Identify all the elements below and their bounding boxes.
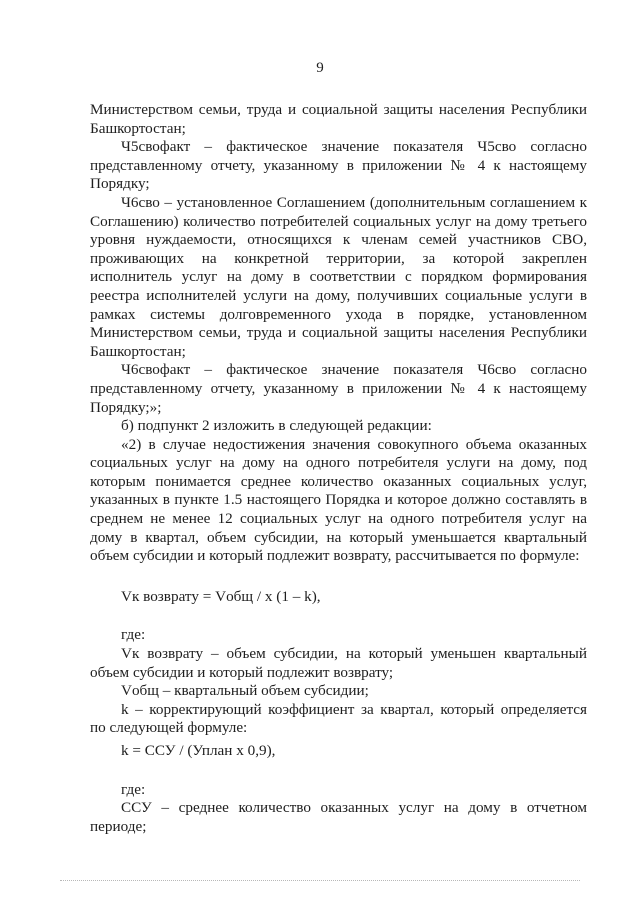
paragraph-ssu-definition: ССУ – среднее количество оказанных услуг на дому в отчетном периоде;	[90, 799, 587, 835]
formula-refund-volume: Vк возврату = Vобщ / х (1 – k),	[121, 587, 321, 605]
paragraph-k-definition: k – корректирующий коэффициент за квартал, который определяется по следующей формуле:	[90, 700, 587, 737]
scan-noise-line	[60, 880, 580, 882]
paragraph-vobsch-definition: Vобщ – квартальный объем субсидии;	[121, 682, 369, 700]
paragraph-ch5svofakt-definition: Ч5свофакт – фактическое значение показателя Ч5сво согласно представленному отчету, указанному в приложении № 4 к настоящему Порядку;	[90, 138, 587, 193]
paragraph-subpoint-b: б) подпункт 2 изложить в следующей редакции:	[121, 417, 432, 435]
document-body	[90, 101, 587, 836]
paragraph-ch6svo-definition: Ч6сво – установленное Соглашением (дополнительным соглашением к Соглашению) количество потребителей социальных услуг на дому третьего уровня нуждаемости, относящихся к членам семей участников СВО, проживающих на конкретной территории, за которой закреплен исполнитель услуг на дому в соответствии с порядком формирования реестра исполнителей услуги на дому, получивших социальные услуги в рамках системы долговременного ухода в порядке, установленном Министерством семьи, труда и социальной защиты населения Республики Башкортостан;	[90, 193, 587, 360]
paragraph-ministry-continuation: Министерством семьи, труда и социальной защиты населения Республики Башкортостан;	[90, 101, 587, 137]
page-number: 9	[316, 60, 324, 76]
paragraph-ch6svofakt-definition: Ч6свофакт – фактическое значение показателя Ч6сво согласно представленному отчету, указанному в приложении № 4 к настоящему Порядку;»;	[90, 361, 587, 416]
formula-k-coefficient: k = ССУ / (Уплан х 0,9),	[121, 742, 276, 759]
paragraph-vk-definition: Vк возврату – объем субсидии, на который уменьшен квартальный объем субсидии и который подлежит возврату;	[90, 645, 587, 681]
where-label-1: где:	[121, 626, 146, 644]
where-label-2: где:	[121, 780, 146, 798]
paragraph-subpoint-2-text: «2) в случае недостижения значения совокупного объема оказанных социальных услуг на дому на одного потребителя услуги на дому, под которым понимается среднее количество оказанных социальных услуг, указанных в пункте 1.5 настоящего Порядка и которое должно составлять в среднем не менее 12 социальных услуг на одного потребителя услуг на дому в квартал, объем субсидии, на который уменьшается квартальный объем субсидии и который подлежит возврату, рассчитывается по формуле:	[90, 435, 587, 565]
